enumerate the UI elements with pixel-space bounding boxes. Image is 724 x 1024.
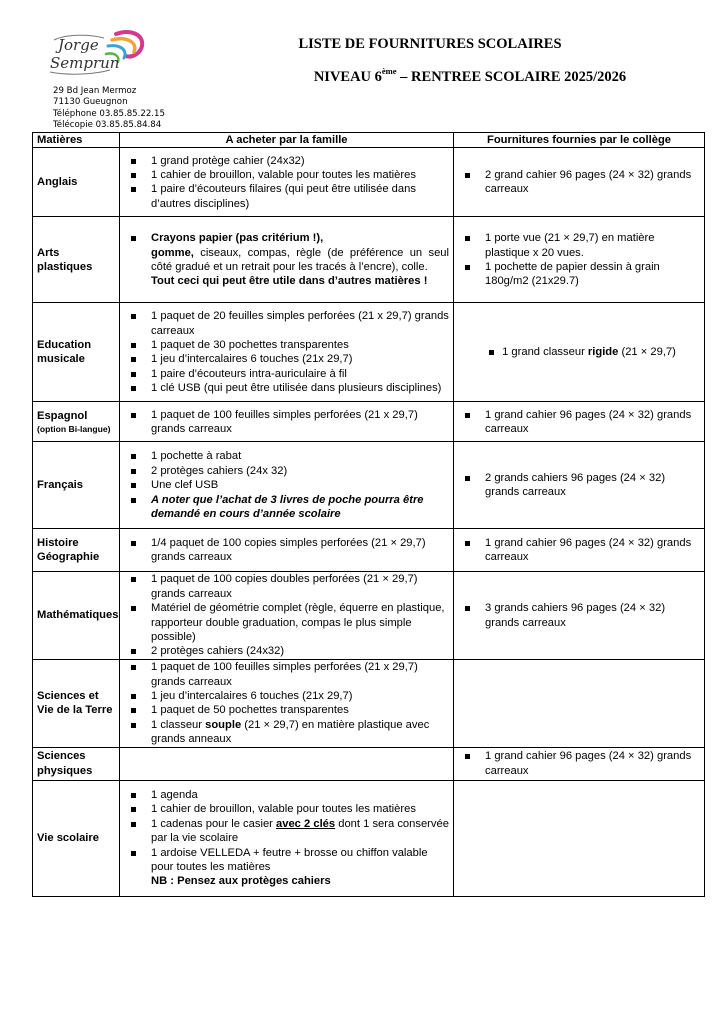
list-item: 1 paire d’écouteurs intra-auriculaire à fil [120,367,453,381]
list-item: 1 paquet de 100 feuilles simples perforées (21 x 29,7) grands carreaux [120,660,453,689]
address-fax: Télécopie 03.85.85.84.84 [53,119,162,130]
college-cell [454,148,705,217]
table-header-row [33,133,705,148]
document-subtitle [200,67,724,86]
family-cell [120,402,454,442]
list-item: 1 cahier de brouillon, valable pour toutes les matières [120,168,453,182]
list-item: 1 pochette de papier dessin à grain 180g/m2 (21x29.7) [454,260,704,289]
subject-cell: Français [33,442,120,529]
table-row [33,402,705,442]
subject-cell: Histoire Géographie [33,529,120,572]
family-cell [120,148,454,217]
list-item: 2 grands cahiers 96 pages (24 × 32) grands carreaux [454,471,704,500]
family-cell [120,303,454,402]
college-cell [454,659,705,747]
subject-cell: Arts plastiques [33,217,120,303]
subject-cell [33,402,120,442]
list-item-text: (21 × 29,7) [618,346,676,359]
list-item [120,718,453,747]
college-cell [454,217,705,303]
list-item: 1 jeu d’intercalaires 6 touches (21x 29,7) [120,352,453,366]
list-item: 1 agenda [120,788,453,802]
list-item: 1 jeu d’intercalaires 6 touches (21x 29,7) [120,689,453,703]
list-item-bold: rigide [587,346,619,359]
address-city: 71130 Gueugnon [53,97,128,108]
address-street: 29 Bd Jean Mermoz [53,86,137,96]
list-item: 1 paquet de 100 feuilles simples perforées (21 x 29,7) grands carreaux [120,408,453,437]
list-item-text: (21 × 29,7) en matière plastique avec grands anneaux [151,718,430,746]
college-cell [454,572,705,659]
list-item: 1 ardoise VELLEDA + feutre + brosse ou chiffon valable pour toutes les matières [120,846,453,875]
list-item-bold: souple [205,718,242,731]
list-item: Matériel de géométrie complet (règle, équerre en plastique, rapporteur double graduation, compas le plus simple possible) [120,601,453,644]
college-cell [454,402,705,442]
document-title: LISTE DE FOURNITURES SCOLAIRES [298,36,562,52]
college-cell [454,529,705,572]
family-cell [120,780,454,896]
list-item: A noter que l’achat de 3 livres de poche pourra être demandé en cours d’année scolaire [120,493,453,522]
svg-text:Jorge: Jorge [58,36,99,54]
list-item-bold: gomme, [151,246,194,259]
list-item: 1/4 paquet de 100 copies simples perforées (21 × 29,7) grands carreaux [120,536,453,565]
table-row [33,780,705,896]
table-row [33,303,705,402]
table-row [33,217,705,303]
subject-cell: Education musicale [33,303,120,402]
family-cell [120,747,454,780]
subject-name: Espagnol [37,410,88,423]
list-item-text: 1 classeur [151,718,206,731]
school-address [53,86,165,131]
school-logo [46,28,154,80]
family-cell [120,659,454,747]
family-cell [120,442,454,529]
table-row [33,572,705,659]
list-item: 1 grand cahier 96 pages (24 × 32) grands carreaux [454,408,704,437]
list-item: 1 grand protège cahier (24x32) [120,154,453,168]
college-cell [454,780,705,896]
list-item: Une clef USB [120,478,453,492]
list-item-bold: Crayons papier (pas critérium !), [151,232,324,245]
subject-cell: Mathématiques [33,572,120,659]
address-phone: Téléphone 03.85.85.22.15 [53,108,165,119]
family-cell [120,529,454,572]
list-item: 3 grands cahiers 96 pages (24 × 32) grands carreaux [454,601,704,630]
college-cell [454,442,705,529]
list-item-text: 1 grand classeur [502,346,588,359]
list-item: 1 paquet de 30 pochettes transparentes [120,338,453,352]
list-item: 1 paquet de 50 pochettes transparentes [120,703,453,717]
list-item: 1 pochette à rabat [120,449,453,463]
table-row [33,747,705,780]
family-cell [120,217,454,303]
list-item-text: dont 1 sera conservée par la vie scolaire [151,817,449,845]
subject-option: (option Bi-langue) [37,423,111,434]
list-item: 1 grand cahier 96 pages (24 × 32) grands carreaux [454,749,704,778]
table-row [33,529,705,572]
subject-cell: Vie scolaire [33,780,120,896]
table-row [33,148,705,217]
list-item [478,345,680,359]
subject-cell: Sciences et Vie de la Terre [33,659,120,747]
list-item: 1 porte vue (21 × 29,7) en matière plastique x 20 vues. [454,231,704,260]
list-item: 2 protèges cahiers (24x32) [120,644,453,658]
subtitle-superscript: ème [381,66,397,76]
list-item: 1 cahier de brouillon, valable pour toutes les matières [120,802,453,816]
subtitle-year: – RENTREE SCOLAIRE 2025/2026 [396,68,627,85]
list-item-text: ciseaux, compas, règle (de préférence un seul côté gradué et un retrait pour les tracés à l’encre), colle. [151,246,449,273]
list-item: 1 paire d’écouteurs filaires (qui peut être utilisée dans d’autres disciplines) [120,182,453,211]
subtitle-level: NIVEAU 6 [313,68,382,85]
list-item: 1 paquet de 20 feuilles simples perforées (21 x 29,7) grands carreaux [120,309,453,338]
nb-note: NB : Pensez aux protèges cahiers [151,875,331,888]
supplies-table [32,132,705,897]
list-item: 1 clé USB (qui peut être utilisée dans plusieurs disciplines) [120,381,453,395]
arts-note: Tout ceci qui peut être utile dans d’autres matières ! [151,275,428,288]
list-item [120,231,453,274]
logo-graphic [46,28,154,80]
list-item [120,817,453,846]
subject-cell: Sciences physiques [33,747,120,780]
list-item-text: 1 cadenas pour le casier [151,817,277,830]
list-item: 2 grand cahier 96 pages (24 × 32) grands carreaux [454,168,704,197]
college-cell [454,747,705,780]
family-cell [120,572,454,659]
college-cell [454,303,705,402]
list-item: 2 protèges cahiers (24x 32) [120,464,453,478]
svg-text:Semprun: Semprun [50,54,120,72]
header-family: A acheter par la famille [120,133,454,148]
list-item-bold: avec 2 clés [276,817,336,830]
header-college: Fournitures fournies par le collège [454,133,705,148]
table-row [33,442,705,529]
table-row [33,659,705,747]
list-item: 1 grand cahier 96 pages (24 × 32) grands carreaux [454,536,704,565]
header-subjects: Matières [33,133,120,148]
list-item: 1 paquet de 100 copies doubles perforées (21 × 29,7) grands carreaux [120,572,453,601]
subject-cell: Anglais [33,148,120,217]
